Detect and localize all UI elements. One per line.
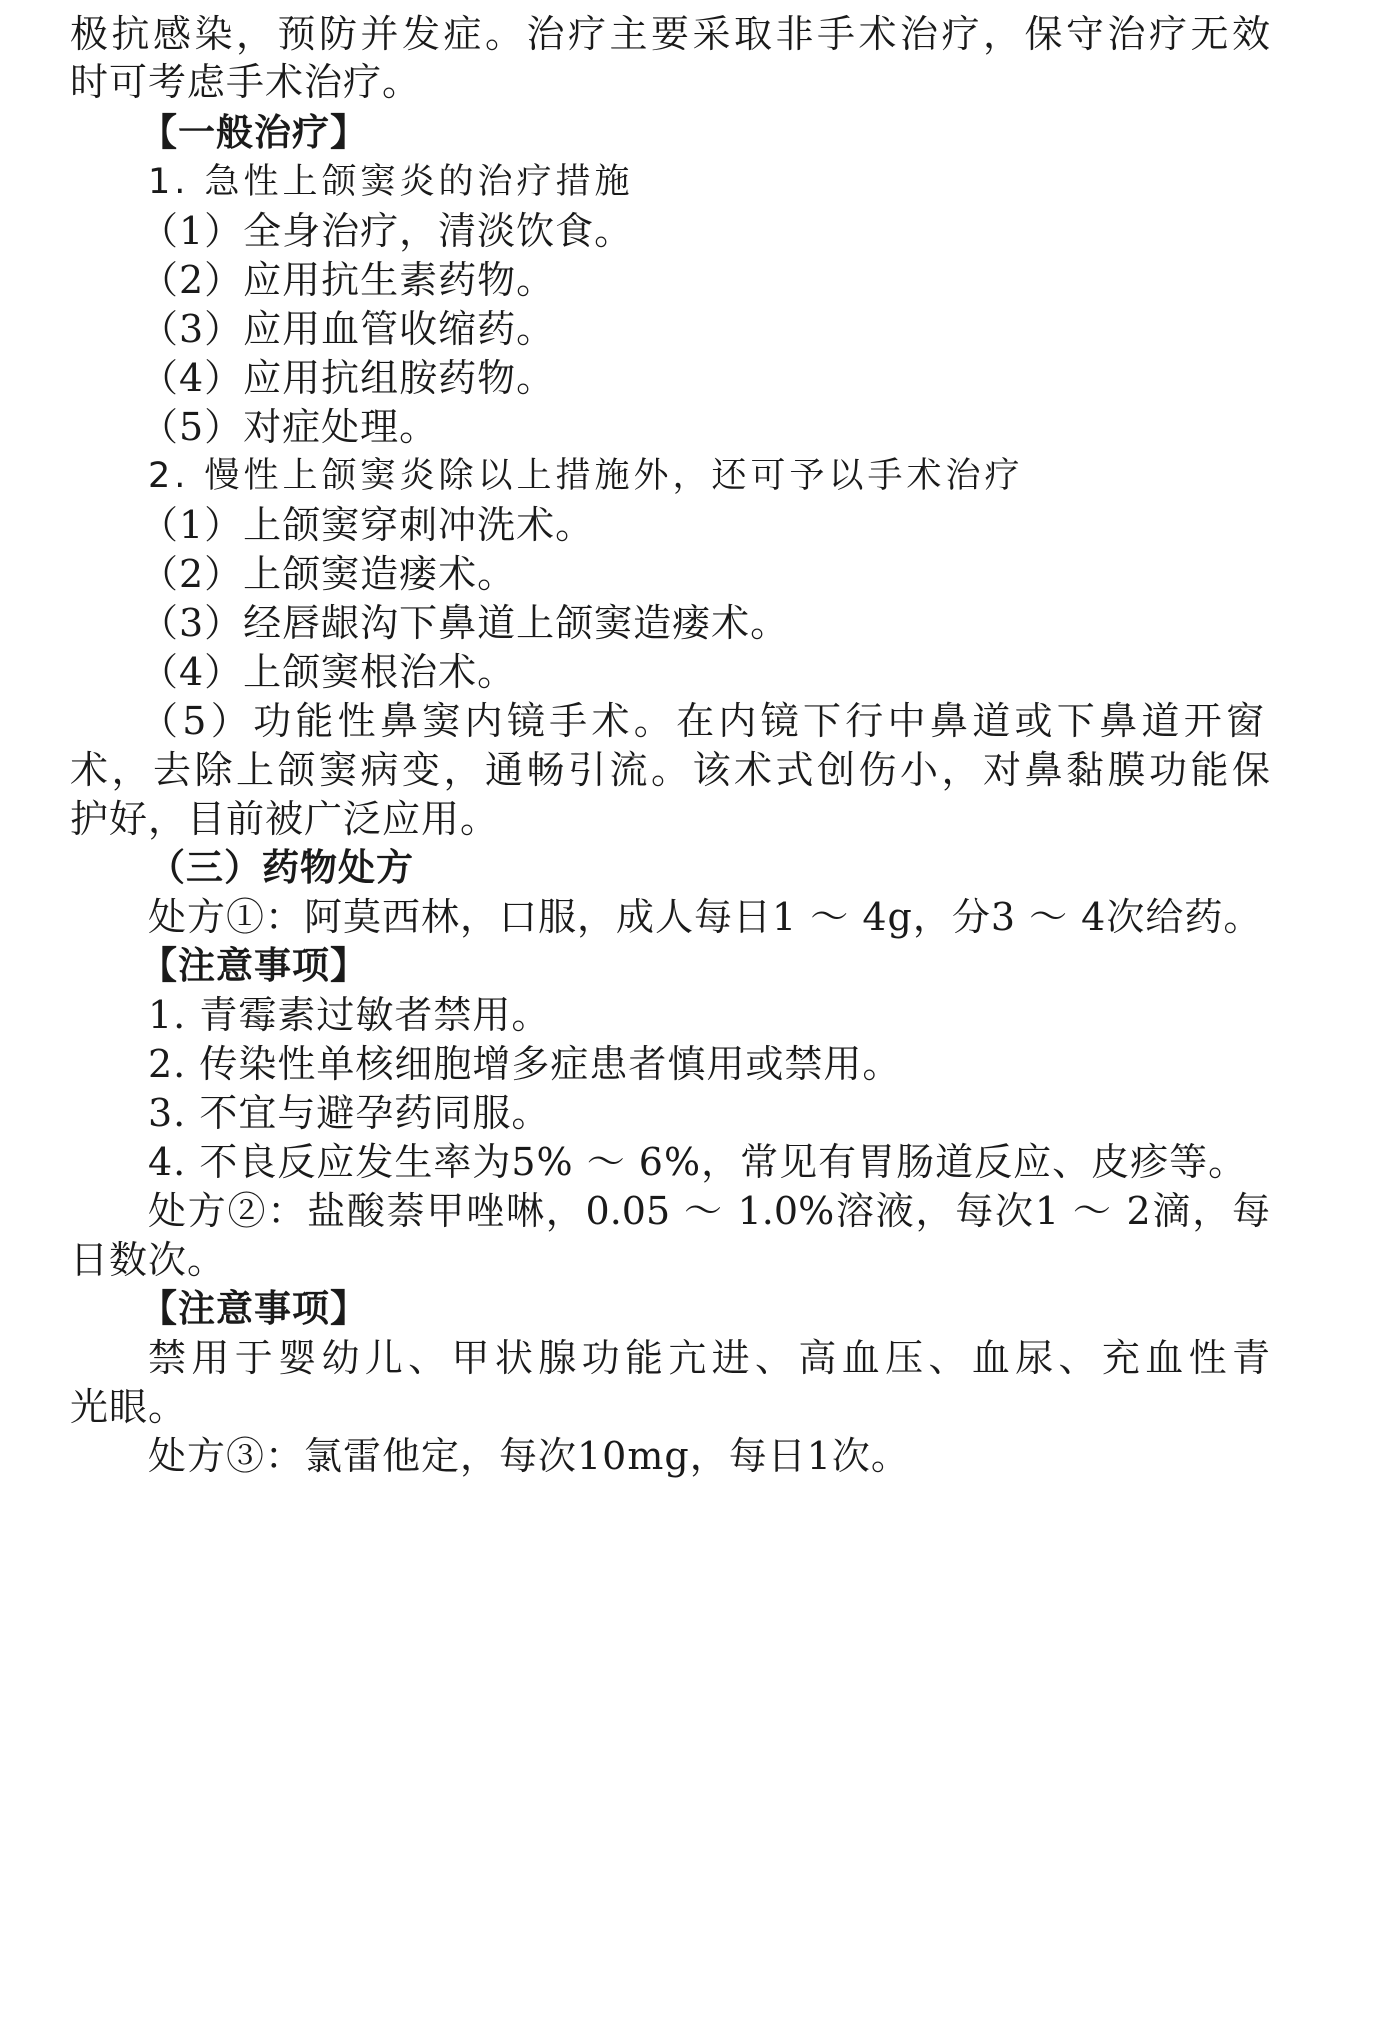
list-item: 1. 青霉素过敏者禁用。 (148, 993, 551, 1037)
paragraph-line: 禁用于婴幼儿、甲状腺功能亢进、高血压、血尿、充血性青 (148, 1336, 1270, 1380)
paragraph-line: 护好，目前被广泛应用。 (70, 797, 500, 841)
heading-precautions: 【注意事项】 (140, 944, 368, 987)
list-item: （5）功能性鼻窦内镜手术。在内镜下行中鼻道或下鼻道开窗 (140, 699, 1264, 743)
prescription-2: 处方②：盐酸萘甲唑啉，0.05 ～ 1.0%溶液，每次1 ～ 2滴，每 (148, 1189, 1270, 1233)
list-item: （4）应用抗组胺药物。 (140, 356, 556, 400)
list-item: 3. 不宜与避孕药同服。 (148, 1091, 551, 1135)
list-item: 2. 传染性单核细胞增多症患者慎用或禁用。 (148, 1042, 902, 1086)
list-item: （3）经唇龈沟下鼻道上颌窦造瘘术。 (140, 601, 790, 645)
heading-precautions: 【注意事项】 (140, 1287, 368, 1330)
list-item: （2）上颌窦造瘘术。 (140, 552, 517, 596)
paragraph-line: 极抗感染，预防并发症。治疗主要采取非手术治疗，保守治疗无效 (70, 12, 1270, 56)
paragraph-line: 日数次。 (70, 1238, 227, 1282)
list-item: （1）全身治疗，清淡饮食。 (140, 209, 634, 253)
paragraph-line: 光眼。 (70, 1385, 188, 1429)
list-item: （2）应用抗生素药物。 (140, 258, 556, 302)
paragraph-line: 术，去除上颌窦病变，通畅引流。该术式创伤小，对鼻黏膜功能保 (70, 748, 1270, 792)
paragraph-line: 时可考虑手术治疗。 (70, 60, 422, 104)
section-heading-prescriptions: （三）药物处方 (148, 846, 414, 889)
list-item: （4）上颌窦根治术。 (140, 650, 517, 694)
prescription-1: 处方①：阿莫西林，口服，成人每日1 ～ 4g，分3 ～ 4次给药。 (148, 895, 1263, 939)
list-item: （1）上颌窦穿刺冲洗术。 (140, 503, 595, 547)
prescription-3: 处方③：氯雷他定，每次10mg，每日1次。 (148, 1434, 910, 1478)
subheading-acute: 1. 急性上颌窦炎的治疗措施 (148, 162, 634, 202)
list-item: 4. 不良反应发生率为5% ～ 6%，常见有胃肠道反应、皮疹等。 (148, 1140, 1248, 1184)
subheading-chronic: 2. 慢性上颌窦炎除以上措施外，还可予以手术治疗 (148, 456, 1024, 496)
list-item: （3）应用血管收缩药。 (140, 307, 556, 351)
section-heading-general-treatment: 【一般治疗】 (140, 111, 368, 154)
list-item: （5）对症处理。 (140, 405, 439, 449)
